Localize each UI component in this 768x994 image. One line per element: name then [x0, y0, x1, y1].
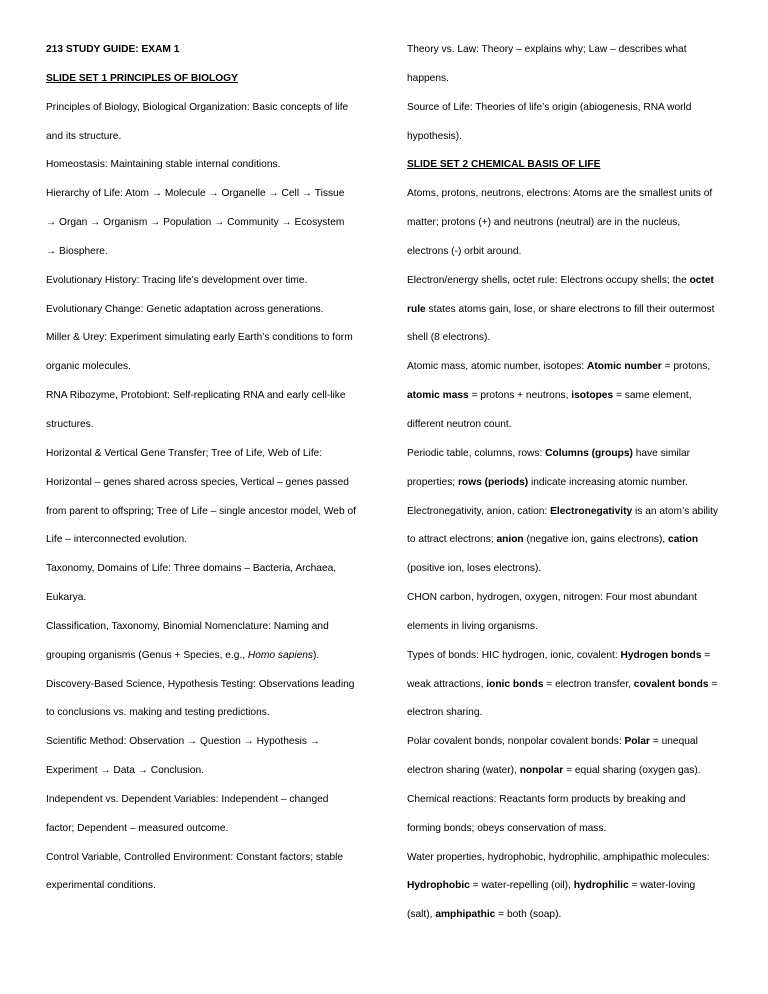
- text-line: [407, 209, 737, 238]
- text-line: [46, 180, 376, 209]
- bold-term: rows (periods): [457, 476, 529, 488]
- italic-term: Homo sapiens: [247, 649, 314, 661]
- text-line: [46, 786, 376, 815]
- text-run: is an atom’s ability: [632, 505, 719, 517]
- text-run: electrons (-) orbit around.: [407, 245, 522, 257]
- bold-term: atomic mass: [407, 390, 469, 402]
- text-run: = protons + neutrons,: [468, 390, 572, 402]
- text-run: Source of Life: Theories of life’s origin (abiogenesis, RNA world: [407, 101, 692, 113]
- bold-term: Hydrophobic: [407, 880, 470, 892]
- text-run: organic molecules.: [46, 361, 131, 373]
- text-line: [46, 151, 376, 180]
- text-run: Water properties, hydrophobic, hydrophilic, amphipathic molecules:: [407, 851, 710, 863]
- text-line: [46, 613, 376, 642]
- text-line: [407, 65, 737, 94]
- text-run: Control Variable, Controlled Environment: Constant factors; stable: [46, 851, 344, 863]
- text-line: [407, 613, 737, 642]
- text-run: Eukarya.: [46, 592, 87, 604]
- text-run: → Biosphere.: [46, 245, 108, 257]
- text-run: Horizontal – genes shared across species, Vertical – genes passed: [46, 476, 349, 488]
- bold-term: anion: [496, 534, 524, 546]
- text-line: [407, 238, 737, 267]
- text-run: to attract electrons;: [407, 534, 497, 546]
- text-run: = water-loving: [628, 880, 696, 892]
- text-line: [407, 872, 737, 901]
- text-run: = electron transfer,: [543, 678, 634, 690]
- text-run: = water-repelling (oil),: [469, 880, 574, 892]
- text-line: [407, 36, 737, 65]
- text-run: Independent vs. Dependent Variables: Independent – changed: [46, 793, 329, 805]
- text-run: =: [708, 678, 718, 690]
- text-line: [46, 267, 376, 296]
- text-run: = protons,: [661, 361, 711, 373]
- text-line: [407, 584, 737, 613]
- text-run: Principles of Biology, Biological Organization: Basic concepts of life: [46, 101, 349, 113]
- text-run: Polar covalent bonds, nonpolar covalent bonds:: [407, 736, 625, 748]
- text-run: = unequal: [649, 736, 698, 748]
- text-line: [46, 238, 376, 267]
- text-run: Taxonomy, Domains of Life: Three domains – Bacteria, Archaea,: [46, 563, 337, 575]
- text-run: factor; Dependent – measured outcome.: [46, 822, 229, 834]
- text-line: [46, 844, 376, 873]
- text-line: [46, 324, 376, 353]
- text-run: Scientific Method: Observation → Question → Hypothesis →: [46, 736, 321, 748]
- text-run: grouping organisms (Genus + Species, e.g.,: [46, 649, 248, 661]
- text-line: [407, 526, 737, 555]
- text-line: [407, 815, 737, 844]
- text-line: [407, 786, 737, 815]
- text-line: [46, 498, 376, 527]
- text-run: weak attractions,: [407, 678, 487, 690]
- text-line: [407, 353, 737, 382]
- text-line: [407, 296, 737, 325]
- text-run: happens.: [407, 72, 449, 84]
- text-run: states atoms gain, lose, or share electrons to fill their outermost: [425, 303, 715, 315]
- text-run: Miller & Urey: Experiment simulating early Earth’s conditions to form: [46, 332, 353, 344]
- document-title: [46, 36, 376, 65]
- text-run: Theory vs. Law: Theory – explains why; Law – describes what: [407, 44, 687, 55]
- text-run: elements in living organisms.: [407, 620, 538, 632]
- text-run: RNA Ribozyme, Protobiont: Self-replicating RNA and early cell-like: [46, 390, 346, 402]
- text-line: [407, 699, 737, 728]
- text-line: [407, 382, 737, 411]
- text-line: [46, 440, 376, 469]
- text-run: Classification, Taxonomy, Binomial Nomenclature: Naming and: [46, 620, 329, 632]
- text-line: [46, 209, 376, 238]
- text-line: [407, 267, 737, 296]
- text-run: Types of bonds: HIC hydrogen, ionic, covalent:: [407, 649, 621, 661]
- text-run: matter; protons (+) and neutrons (neutral) are in the nucleus,: [407, 217, 681, 229]
- right-column: [407, 36, 737, 930]
- text-run: properties;: [407, 476, 458, 488]
- text-run: → Organ → Organism → Population → Community → Ecosystem: [46, 217, 345, 229]
- bold-term: Atomic number: [587, 361, 662, 373]
- text-run: Hierarchy of Life: Atom → Molecule → Organelle → Cell → Tissue: [46, 188, 345, 200]
- text-run: (negative ion, gains electrons),: [523, 534, 669, 546]
- text-run: (positive ion, loses electrons).: [407, 563, 542, 575]
- text-line: [46, 584, 376, 613]
- bold-term: covalent bonds: [633, 678, 709, 690]
- text-run: Life – interconnected evolution.: [46, 534, 188, 546]
- text-line: [407, 180, 737, 209]
- bold-term: Polar: [624, 736, 650, 748]
- text-line: [46, 872, 376, 901]
- text-run: structures.: [46, 418, 94, 430]
- text-run: 213 STUDY GUIDE: EXAM 1: [46, 44, 180, 55]
- text-line: [46, 353, 376, 382]
- text-run: =: [701, 649, 711, 661]
- text-run: SLIDE SET 2 CHEMICAL BASIS OF LIFE: [407, 159, 601, 171]
- text-run: Homeostasis: Maintaining stable internal conditions.: [46, 159, 281, 171]
- text-line: [46, 382, 376, 411]
- text-run: Electronegativity, anion, cation:: [407, 505, 551, 517]
- text-run: CHON carbon, hydrogen, oxygen, nitrogen: Four most abundant: [407, 592, 697, 604]
- text-line: [407, 642, 737, 671]
- text-run: Evolutionary Change: Genetic adaptation across generations.: [46, 303, 324, 315]
- text-line: [46, 671, 376, 700]
- text-line: [46, 526, 376, 555]
- text-run: SLIDE SET 1 PRINCIPLES OF BIOLOGY: [46, 72, 238, 84]
- bold-term: isotopes: [571, 390, 614, 402]
- text-run: electron sharing.: [407, 707, 483, 719]
- text-line: [407, 123, 737, 152]
- text-run: Experiment → Data → Conclusion.: [46, 765, 204, 777]
- text-line: [46, 296, 376, 325]
- text-line: [407, 94, 737, 123]
- text-line: [407, 324, 737, 353]
- bold-term: ionic bonds: [486, 678, 544, 690]
- text-line: [407, 901, 737, 930]
- text-run: different neutron count.: [407, 418, 512, 430]
- text-line: [46, 699, 376, 728]
- text-line: [46, 469, 376, 498]
- left-column: [46, 36, 376, 901]
- section-heading: [407, 151, 737, 180]
- text-line: [46, 411, 376, 440]
- text-line: [46, 815, 376, 844]
- text-run: shell (8 electrons).: [407, 332, 491, 344]
- text-run: Atomic mass, atomic number, isotopes:: [407, 361, 588, 373]
- text-run: from parent to offspring; Tree of Life – single ancestor model, Web of: [46, 505, 356, 517]
- text-run: Periodic table, columns, rows:: [407, 447, 546, 459]
- text-run: and its structure.: [46, 130, 122, 142]
- text-line: [407, 411, 737, 440]
- text-line: [46, 728, 376, 757]
- text-run: Evolutionary History: Tracing life’s development over time.: [46, 274, 308, 286]
- text-line: [46, 123, 376, 152]
- text-run: Atoms, protons, neutrons, electrons: Atoms are the smallest units of: [407, 188, 713, 200]
- text-run: Chemical reactions: Reactants form products by breaking and: [407, 793, 686, 805]
- bold-term: Electronegativity: [550, 505, 633, 517]
- text-run: = equal sharing (oxygen gas).: [563, 765, 701, 777]
- text-run: forming bonds; obeys conservation of mass.: [407, 822, 607, 834]
- text-run: ).: [313, 649, 320, 661]
- text-line: [46, 555, 376, 584]
- bold-term: amphipathic: [435, 909, 496, 921]
- text-run: have similar: [632, 447, 691, 459]
- text-line: [407, 498, 737, 527]
- text-line: [46, 94, 376, 123]
- text-line: [407, 440, 737, 469]
- text-run: to conclusions vs. making and testing predictions.: [46, 707, 270, 719]
- bold-term: Columns (groups): [545, 447, 633, 459]
- text-run: electron sharing (water),: [407, 765, 520, 777]
- bold-term: Hydrogen bonds: [620, 649, 702, 661]
- text-line: [407, 728, 737, 757]
- bold-term: cation: [668, 534, 699, 546]
- text-run: = same element,: [613, 390, 692, 402]
- text-line: [407, 469, 737, 498]
- text-line: [407, 757, 737, 786]
- text-run: experimental conditions.: [46, 880, 156, 892]
- text-run: (salt),: [407, 909, 436, 921]
- section-heading: [46, 65, 376, 94]
- text-line: [407, 671, 737, 700]
- bold-term: octet: [689, 274, 714, 286]
- text-run: Discovery-Based Science, Hypothesis Testing: Observations leading: [46, 678, 355, 690]
- bold-term: hydrophilic: [573, 880, 629, 892]
- text-run: indicate increasing atomic number.: [528, 476, 688, 488]
- text-line: [46, 757, 376, 786]
- text-line: [46, 642, 376, 671]
- bold-term: rule: [407, 303, 426, 315]
- bold-term: nonpolar: [519, 765, 564, 777]
- text-run: hypothesis).: [407, 130, 462, 142]
- text-line: [407, 555, 737, 584]
- text-line: [407, 844, 737, 873]
- text-run: = both (soap).: [495, 909, 562, 921]
- text-run: Electron/energy shells, octet rule: Electrons occupy shells; the: [407, 274, 690, 286]
- text-run: Horizontal & Vertical Gene Transfer; Tree of Life, Web of Life:: [46, 447, 323, 459]
